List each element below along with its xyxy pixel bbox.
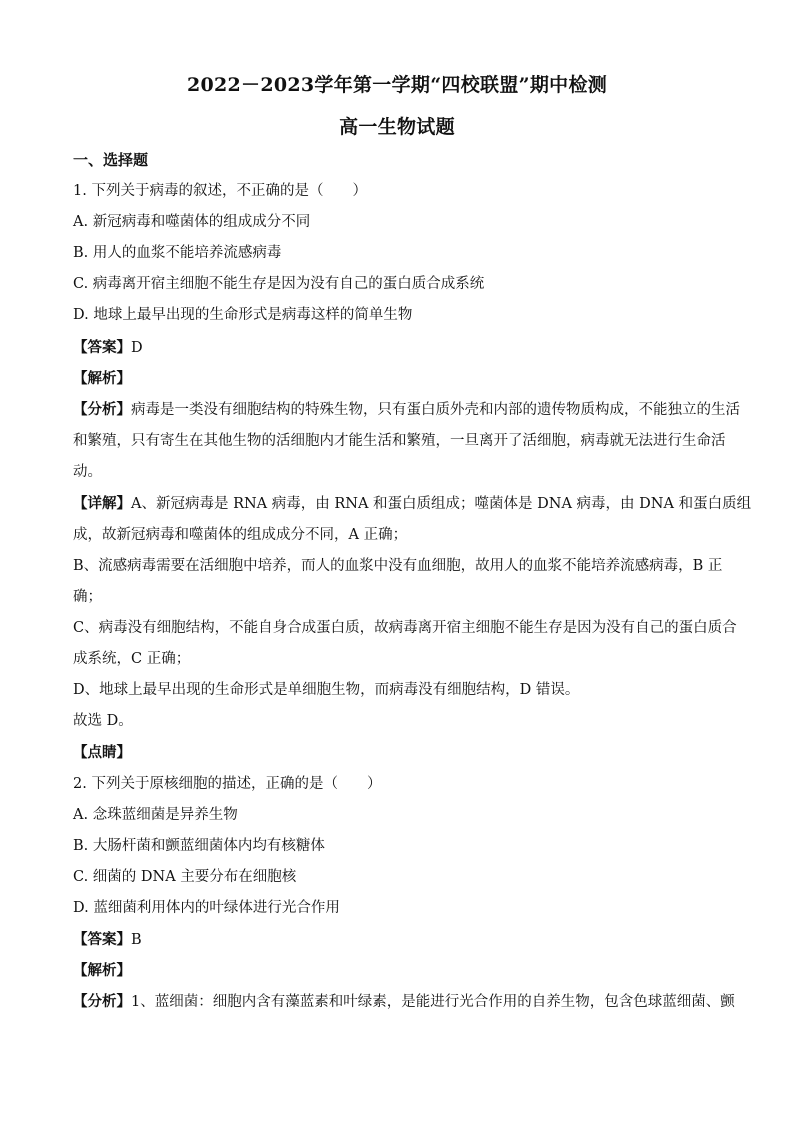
question-1-fenxi-line: 动。 [73,464,102,480]
answer-tag: 【答案】 [73,931,131,948]
answer-value: B [131,932,142,948]
question-2-option-c: C. 细菌的 DNA 主要分布在细胞核 [73,869,297,885]
question-1-xiangjie-line: 成，故新冠病毒和噬菌体的组成成分不同，A 正确； [73,527,408,543]
question-2-answer [73,930,723,950]
answer-value: D [131,340,143,356]
xiangjie-tag: 【详解】 [73,495,131,512]
question-1-dianjing-tag: 【点睛】 [73,744,131,761]
question-1-conclusion: 故选 D。 [73,713,133,729]
question-2-option-a: A. 念珠蓝细菌是异养生物 [73,807,238,823]
question-1-xiangjie-line: 【详解】A、新冠病毒是 RNA 病毒，由 RNA 和蛋白质组成；噬菌体是 DNA 病毒，由 DNA 和蛋白质组 [73,495,752,512]
question-1-stem: 1. 下列关于病毒的叙述，不正确的是（ ） [73,183,367,199]
section-heading: 一、选择题 [73,151,149,169]
exam-subtitle: 高一生物试题 [339,116,455,138]
question-2-analysis-tag: 【解析】 [73,962,131,979]
question-1-option-b: B. 用人的血浆不能培养流感病毒 [73,245,282,261]
fenxi-tag: 【分析】 [73,401,131,418]
question-1-xiangjie-line: 成系统，C 正确； [73,651,191,667]
question-1-answer [73,338,723,358]
question-1-fenxi-line: 和繁殖，只有寄生在其他生物的活细胞内才能生活和繁殖，一旦离开了活细胞，病毒就无法进行生命活 [73,433,726,449]
question-1-xiangjie-line: B、流感病毒需要在活细胞中培养，而人的血浆中没有血细胞，故用人的血浆不能培养流感病毒，B 正 [73,558,723,574]
question-1-xiangjie-line: C、病毒没有细胞结构，不能自身合成蛋白质，故病毒离开宿主细胞不能生存是因为没有自己的蛋白质合 [73,620,737,636]
question-2-option-b: B. 大肠杆菌和颤蓝细菌体内均有核糖体 [73,838,325,854]
exam-title: 2022－2023学年第一学期“四校联盟”期中检测 [186,74,608,96]
question-1-analysis-tag: 【解析】 [73,370,131,387]
question-1-option-a: A. 新冠病毒和噬菌体的组成成分不同 [73,214,311,230]
question-1-fenxi-line: 【分析】病毒是一类没有细胞结构的特殊生物，只有蛋白质外壳和内部的遗传物质构成，不能独立的生活 [73,401,740,418]
question-1-option-c: C. 病毒离开宿主细胞不能生存是因为没有自己的蛋白质合成系统 [73,276,485,292]
question-1-xiangjie-line: 确； [73,589,102,605]
question-2-fenxi-line: 【分析】1、蓝细菌：细胞内含有藻蓝素和叶绿素，是能进行光合作用的自养生物，包含色球蓝细菌、颤 [73,993,735,1010]
question-2-stem: 2. 下列关于原核细胞的描述，正确的是（ ） [73,776,382,792]
question-1-option-d: D. 地球上最早出现的生命形式是病毒这样的简单生物 [73,307,413,323]
question-1-xiangjie-line: D、地球上最早出现的生命形式是单细胞生物，而病毒没有细胞结构，D 错误。 [73,682,580,698]
fenxi-tag: 【分析】 [73,993,131,1010]
question-2-option-d: D. 蓝细菌利用体内的叶绿体进行光合作用 [73,900,340,916]
answer-tag: 【答案】 [73,339,131,356]
